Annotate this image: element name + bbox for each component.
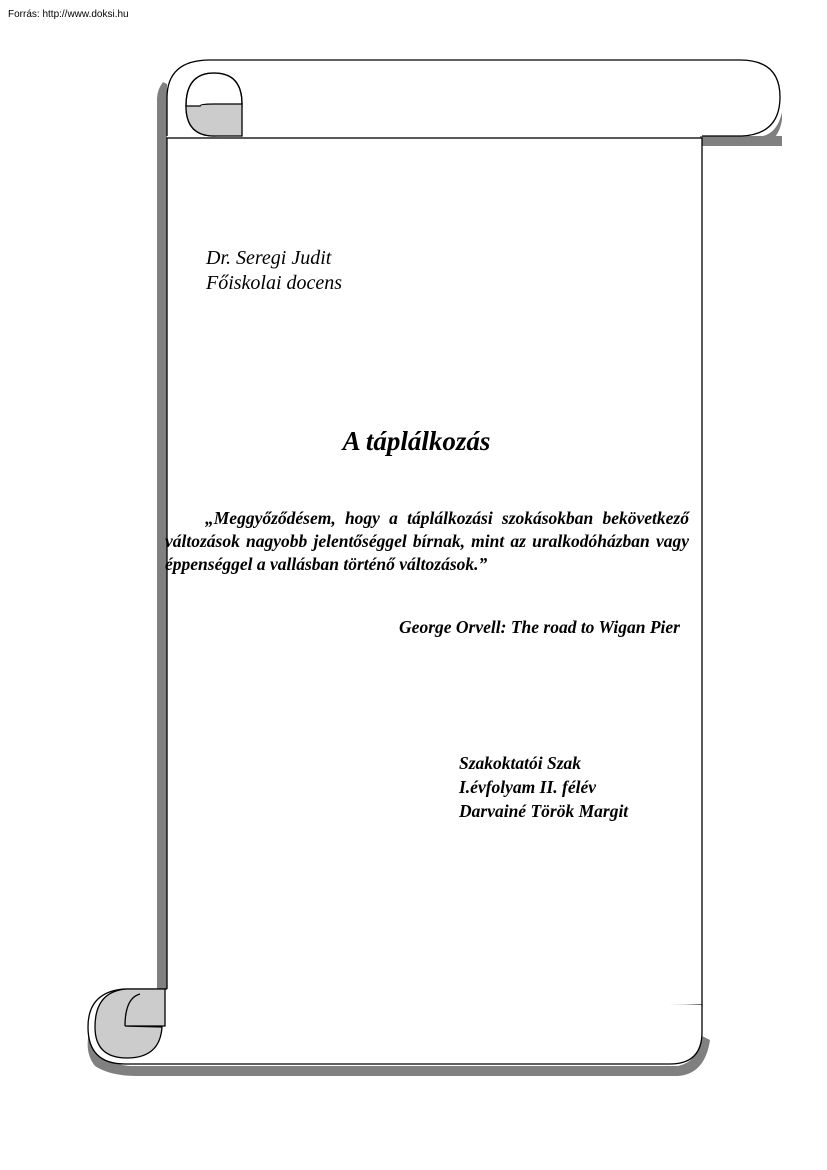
course-info [459,751,628,823]
source-url: Forrás: http://www.doksi.hu [8,9,129,20]
course-semester: I.évfolyam II. félév [459,777,597,797]
quote-source: George Orvell: The road to Wigan Pier [399,617,680,637]
scroll-bottom-curl [95,989,165,1058]
author-position: Főiskolai docens [206,272,343,294]
quote-text: „Meggyőződésem, hogy a táplálkozási szokásokban bekövetkező változások nagyobb jelentőséggel bírnak, mint az uralkodóházban vagy éppenséggel a vallásban történő változások.” [165,508,689,574]
scroll-top-roll [167,60,780,136]
author-block [206,246,342,296]
course-student: Darvainé Török Margit [459,801,629,821]
author-name: Dr. Seregi Judit [206,247,332,269]
course-program: Szakoktatói Szak [459,753,582,773]
document-title: A táplálkozás [342,426,491,456]
